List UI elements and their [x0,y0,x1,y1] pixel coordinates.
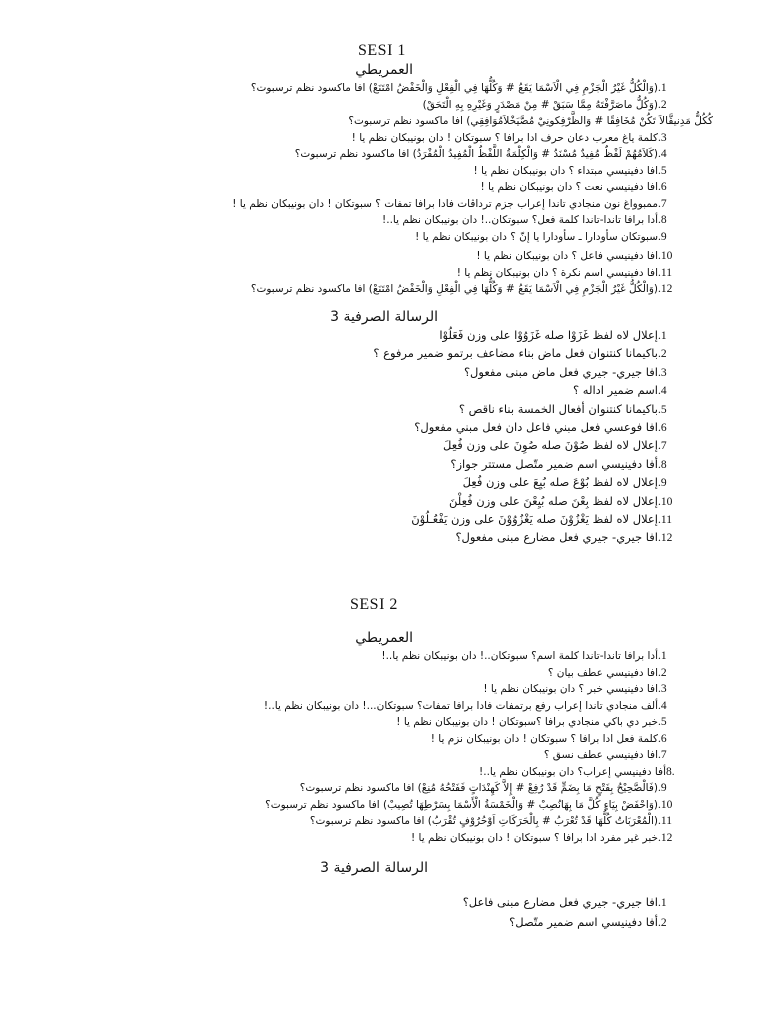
list-item: .10 إعلال لاه لفظ بِعْنَ صله بُيِعْنَ على وزن فُعِلْنَ [449,493,673,508]
list-item: .2 (وَكُلُّ ماصَرَّفْتَهُ مِمَّا سَبَقْ # مِنْ مَصْدَرٍ وَغَيْرِهِ بِهِ الْتَحَقْ) [422,98,667,111]
list-item: .11 إعلال لاه لفظ يَغْزُوْنَ صله يَغْزُوُوْنَ على وزن يَفْعُـلُوْنَ [411,511,672,526]
list-item: .9 (فَالْصَّحِيْحُ بِفَتْحٍ مَا بِضَمٍّ قَدْ رُفِعْ # إِلاَّ كَهِنْدَاتٍ فَفَتْحُهُ مُنِعْ) افا ماكسود نظم ترسبوت؟ [299,782,667,794]
sesi1-risalah-heading: الرسالة الصرفية 3 [330,309,438,325]
list-item: .10 (وَاحْفَضْ بِيَاءٍ كُلَّ مَا بِهَانُصِبْ # وَالْخَمْسَةُ الْأَسْمَا بِسَرْطِهَا تُصِيبْ) افا ماكسود نظم ترسبوت؟ [265,798,673,811]
list-item: .6 كلمة فعل ادا برافا ؟ سبوتكان ! دان بونيبكان نزم يا ! [430,732,667,745]
sesi2-heading: العمريطي [355,630,413,646]
sesi1-title: SESI 1 [358,42,406,59]
list-item: .2 افا دفينيسي عطف بيان ؟ [547,666,667,679]
list-item: .7 افا دفينيسي عطف نسق ؟ [543,749,667,761]
list-item: .9 سبوتكان سأودارا ـ سأودارا يا إنّ ؟ دان بونيبكان نظم يا ! [415,230,667,243]
list-item: .3 كلمة ياغ معرب دعان حرف ادا برافا ؟ سبوتكان ! دان بونيبكان نظم يا ! [351,131,667,144]
sesi1-risalah-list [373,328,688,549]
list-item: .8 أدا برافا تاندا-تاندا كلمة فعل؟ سبوتكان..! دان بونيبكان نظم يا..! [382,214,667,226]
list-item: .2 باكيمانا كنتنوان فعل ماض بناء مضاعف برتمو ضمير مرفوع ؟ [373,346,667,361]
list-item: .5 افا دفينيسي مبتداء ؟ دان بونيبكان نظم يا ! [473,164,667,177]
list-item: .5 خبر دي باكي منجادي برافا ؟سبوتكان ! دان بونيبكان نظم يا ! [396,716,667,728]
sesi1-question-list [232,82,713,300]
sesi2-risalah-list [463,895,688,935]
list-item: .1 (وَالْكُلُّ غَيْرُ الْجَزْمِ فِي الْاَسْمَا يَقَعُ # وَكُلُّهَا فِي الْفِعْلِ وَالْخَفْضُ امْتَنَعْ) افا ماكسود نظم ترسبوت؟ [250,82,667,94]
list-item: .9 إعلال لاه لفظ بُوْعَ صله بُيِعَ على وزن فُعِلَ [462,475,667,490]
sesi2-question-list [264,650,688,848]
list-item: .6 افا فوعسي فعل مبني فاعل دان فعل مبني مفعول؟ [414,419,667,434]
list-item: .1 افا جيري- جيري فعل مضارع مبنى فاعل؟ [462,895,667,909]
list-item: .6 افا دفينيسي نعت ؟ دان بونيبكان نظم يا ! [480,181,667,193]
list-item: .10 افا دفينيسي فاعل ؟ دان بونيبكان نظم يا ! [476,250,673,262]
list-item: كُكُلُّ مَدِنيقَّالاَ تَكُنْ مُخَافِقًا # وَالظَّرْفِكونِيْ مُصَّيَخْلاَمُوَافِقِي) افا ماكسود نظم ترسبوت؟ [348,115,713,127]
list-item: .1 أدا برافا تاندا-تاندا كلمة اسم؟ سبوتكان..! دان بونيبكان نظم يا..! [381,650,667,662]
list-item: .8 أفا دفينيسي اسم ضمير متّصل مستتر جواز؟ [450,456,667,471]
sesi1-heading: العمريطي [355,62,413,78]
list-item: .12 افا جيري- جيري فعل مضارع مبنى مفعول؟ [455,530,673,545]
list-item: .7 ممبوواغ نون منجادي تاندا إعراب جزم ترداڤات فادا برافا تمفات ؟ سبوتكان ! دان بونيبكان نظم يا ! [232,197,667,210]
list-item: .12 (وَالْكُلُّ غَيْرُ الْجَزْمِ فِي الْاَسْمَا يَقَعُ # وَكُلُّهَا فِي الْفِعْلِ وَالْخَفْضُ امْتَنَعْ) افا ماكسود نظم ترسبوت؟ [250,283,673,295]
list-item: .11 افا دفينيسي اسم نكرة ؟ دان بونيبكان نظم يا ! [456,266,672,279]
list-item: .3 افا دفينيسي خبر ؟ دان بونيبكان نظم يا ! [483,683,667,695]
list-item: .3 افا جيري- جيري فعل ماض مبنى مفعول؟ [463,364,667,379]
sesi2-title: SESI 2 [350,596,398,613]
list-item: .4 اسم ضمير اداله ؟ [573,383,667,398]
sesi2-risalah-heading: الرسالة الصرفية 3 [320,860,428,876]
list-item: 8. أفا دفينيسي إعراب؟ دان بونيبكان نظم يا..! [479,765,675,778]
list-item: .5 باكيمانا كنتنوان أفعال الخمسة بناء ناقص ؟ [458,401,667,416]
list-item: .4 ألف منجادي تاندا إعراب رفع برتمفات فادا برافا تمفات؟ سبوتكان...! دان بونيبكان نظم يا..! [263,699,667,712]
list-item: .2 أفا دفينيسي اسم ضمير متّصل؟ [509,915,667,929]
list-item: .4 (كَلاَمُهُمْ لَفْظٌ مُفِيدٌ مُسْنَدُ # وَالْكِلْمَةُ اللَّفْظُ الْمُفِيدُ الْمُفْرَدُ) افا ماكسود نظم ترسبوت؟ [294,148,667,160]
list-item: .11 (الْمُعْرَبَاتُ كُلُّهَا قَدْ تُعْرَبُ # بِالْحَرَكَاتِ اَوْحُرُوْفٍ تُقْرَبُ) افا ماكسود نظم ترسبوت؟ [309,815,672,827]
list-item: .1 إعلال لاه لفظ غَزَوْا صله غَزَوُوْا على وزن فَعَلُوْا [439,328,667,342]
list-item: .12 خبر غير مفرد ادا برافا ؟ سبوتكان ! دان بونيبكان نظم يا ! [410,831,673,844]
list-item: .7 إعلال لاه لفظ صُوْنَ صله صُوِنَ على وزن فُعِلَ [443,438,667,453]
